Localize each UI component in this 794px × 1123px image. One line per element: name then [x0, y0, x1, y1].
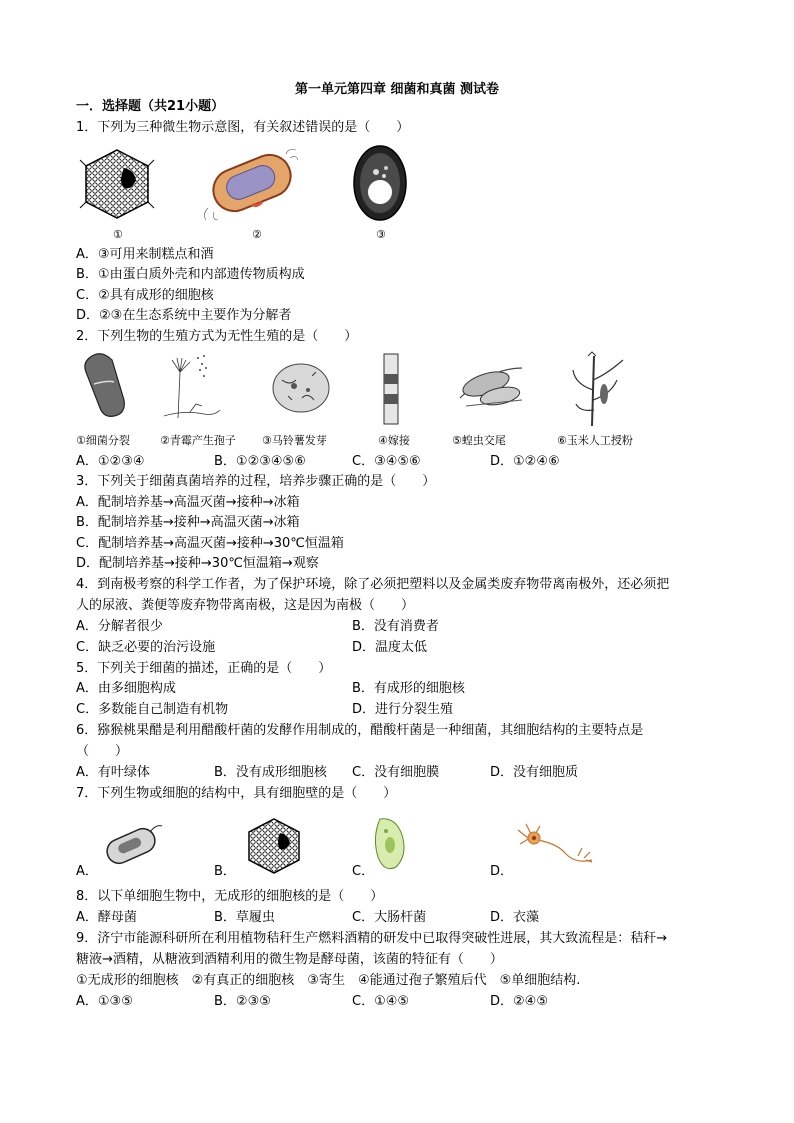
q1-stem: 1．下列为三种微生物示意图，有关叙述错误的是（ ） — [76, 120, 410, 135]
q7-option-d: D． — [490, 864, 514, 879]
potato-sprout-figure — [268, 358, 334, 418]
q6-stem-line1: 6．猕猴桃果醋是利用醋酸杆菌的发酵作用制成的，醋酸杆菌是一种细菌，其细胞结构的主要特点是 — [76, 723, 644, 738]
q6-option-b: B．没有成形细胞核 — [214, 765, 327, 780]
q3-stem: 3．下列关于细菌真菌培养的过程，培养步骤正确的是（ ） — [76, 474, 436, 489]
q3-option-b: B．配制培养基→接种→高温灭菌→冰箱 — [76, 515, 300, 530]
q6-stem-line2: （ ） — [76, 744, 129, 759]
q2-option-a: A．①②③④ — [76, 454, 145, 469]
q1-option-d: D．②③在生态系统中主要作为分解者 — [76, 308, 292, 323]
q1-option-b: B．①由蛋白质外壳和内部遗传物质构成 — [76, 267, 305, 282]
penicillium-figure — [160, 352, 222, 420]
q7-stem: 7．下列生物或细胞的结构中，具有细胞壁的是（ ） — [76, 786, 397, 801]
q4-option-a: A．分解者很少 — [76, 619, 163, 634]
q9-stem-line2: 糖液→酒精，从糖液到酒精利用的微生物是酵母菌，该菌的特征有（ ） — [76, 952, 503, 967]
q1-label-2: ② — [252, 228, 262, 241]
q2-stem: 2．下列生物的生殖方式为无性生殖的是（ ） — [76, 329, 358, 344]
section-heading: 一．选择题（共21小题） — [76, 99, 225, 114]
bacterial-division-figure — [84, 350, 130, 418]
q1-option-a: A．③可用来制糕点和酒 — [76, 247, 214, 262]
q5-option-c: C．多数能自己制造有机物 — [76, 702, 229, 717]
bacterium-figure — [200, 148, 300, 220]
q2-option-d: D．①②④⑥ — [490, 454, 560, 469]
q8-option-d: D．衣藻 — [490, 910, 540, 925]
q8-option-b: B．草履虫 — [214, 910, 275, 925]
q6-option-c: C．没有细胞膜 — [352, 765, 440, 780]
q5-option-b: B．有成形的细胞核 — [352, 681, 465, 696]
q5-option-d: D．进行分裂生殖 — [352, 702, 454, 717]
q4-option-c: C．缺乏必要的治污设施 — [76, 640, 216, 655]
q8-option-c: C．大肠杆菌 — [352, 910, 427, 925]
virus-figure-2 — [244, 815, 304, 877]
q2-caption-3: ③马铃薯发芽 — [262, 434, 327, 447]
q2-caption-5: ⑤蝗虫交尾 — [452, 434, 506, 447]
grafting-figure — [378, 352, 404, 426]
q2-option-b: B．①②③④⑤⑥ — [214, 454, 306, 469]
q9-option-b: B．②③⑤ — [214, 994, 271, 1009]
q8-stem: 8．以下单细胞生物中，无成形的细胞核的是（ ） — [76, 889, 384, 904]
paramecium-figure — [372, 815, 408, 871]
locust-figure — [456, 356, 528, 416]
q2-caption-1: ①细菌分裂 — [76, 434, 130, 447]
q2-caption-4: ④嫁接 — [378, 434, 410, 447]
q5-option-a: A．由多细胞构成 — [76, 681, 176, 696]
q9-stem-line1: 9．济宁市能源科研所在利用植物秸秆生产燃料酒精的研发中已取得突破性进展，其大致流程是：秸秆→ — [76, 931, 668, 946]
q2-option-c: C．③④⑤⑥ — [352, 454, 421, 469]
page-title: 第一单元第四章 细菌和真菌 测试卷 — [294, 82, 500, 97]
q1-option-c: C．②具有成形的细胞核 — [76, 288, 214, 303]
q4-stem-line2: 人的尿液、粪便等废弃物带离南极，这是因为南极（ ） — [76, 598, 415, 613]
q9-option-d: D．②④⑤ — [490, 994, 548, 1009]
q3-option-d: D．配制培养基→接种→30℃恒温箱→观察 — [76, 556, 319, 571]
q9-option-a: A．①③⑤ — [76, 994, 133, 1009]
corn-figure — [570, 350, 630, 428]
q4-option-d: D．温度太低 — [352, 640, 428, 655]
q9-option-c: C．①④⑤ — [352, 994, 410, 1009]
q5-stem: 5．下列关于细菌的描述，正确的是（ ） — [76, 661, 332, 676]
q6-option-a: A．有叶绿体 — [76, 765, 150, 780]
rod-bacterium-figure — [100, 822, 164, 872]
q7-option-a: A． — [76, 864, 98, 879]
q7-option-c: C． — [352, 864, 375, 879]
q1-label-1: ① — [113, 228, 123, 241]
neuron-figure — [514, 822, 594, 864]
virus-figure — [80, 146, 154, 222]
q3-option-c: C．配制培养基→高温灭菌→接种→30℃恒温箱 — [76, 536, 344, 551]
q2-caption-6: ⑥玉米人工授粉 — [557, 434, 633, 447]
q7-option-b: B． — [214, 864, 236, 879]
q4-stem-line1: 4．到南极考察的科学工作者，为了保护环境，除了必须把塑料以及金属类废弃物带离南极外，还必须把 — [76, 577, 670, 592]
q4-option-b: B．没有消费者 — [352, 619, 439, 634]
q6-option-d: D．没有细胞质 — [490, 765, 579, 780]
q2-caption-2: ②青霉产生孢子 — [160, 434, 236, 447]
q3-option-a: A．配制培养基→高温灭菌→接种→冰箱 — [76, 495, 300, 510]
q1-label-3: ③ — [376, 228, 386, 241]
yeast-figure — [352, 144, 408, 222]
q9-features: ①无成形的细胞核 ②有真正的细胞核 ③寄生 ④能通过孢子繁殖后代 ⑤单细胞结构. — [76, 973, 581, 988]
q8-option-a: A．酵母菌 — [76, 910, 137, 925]
